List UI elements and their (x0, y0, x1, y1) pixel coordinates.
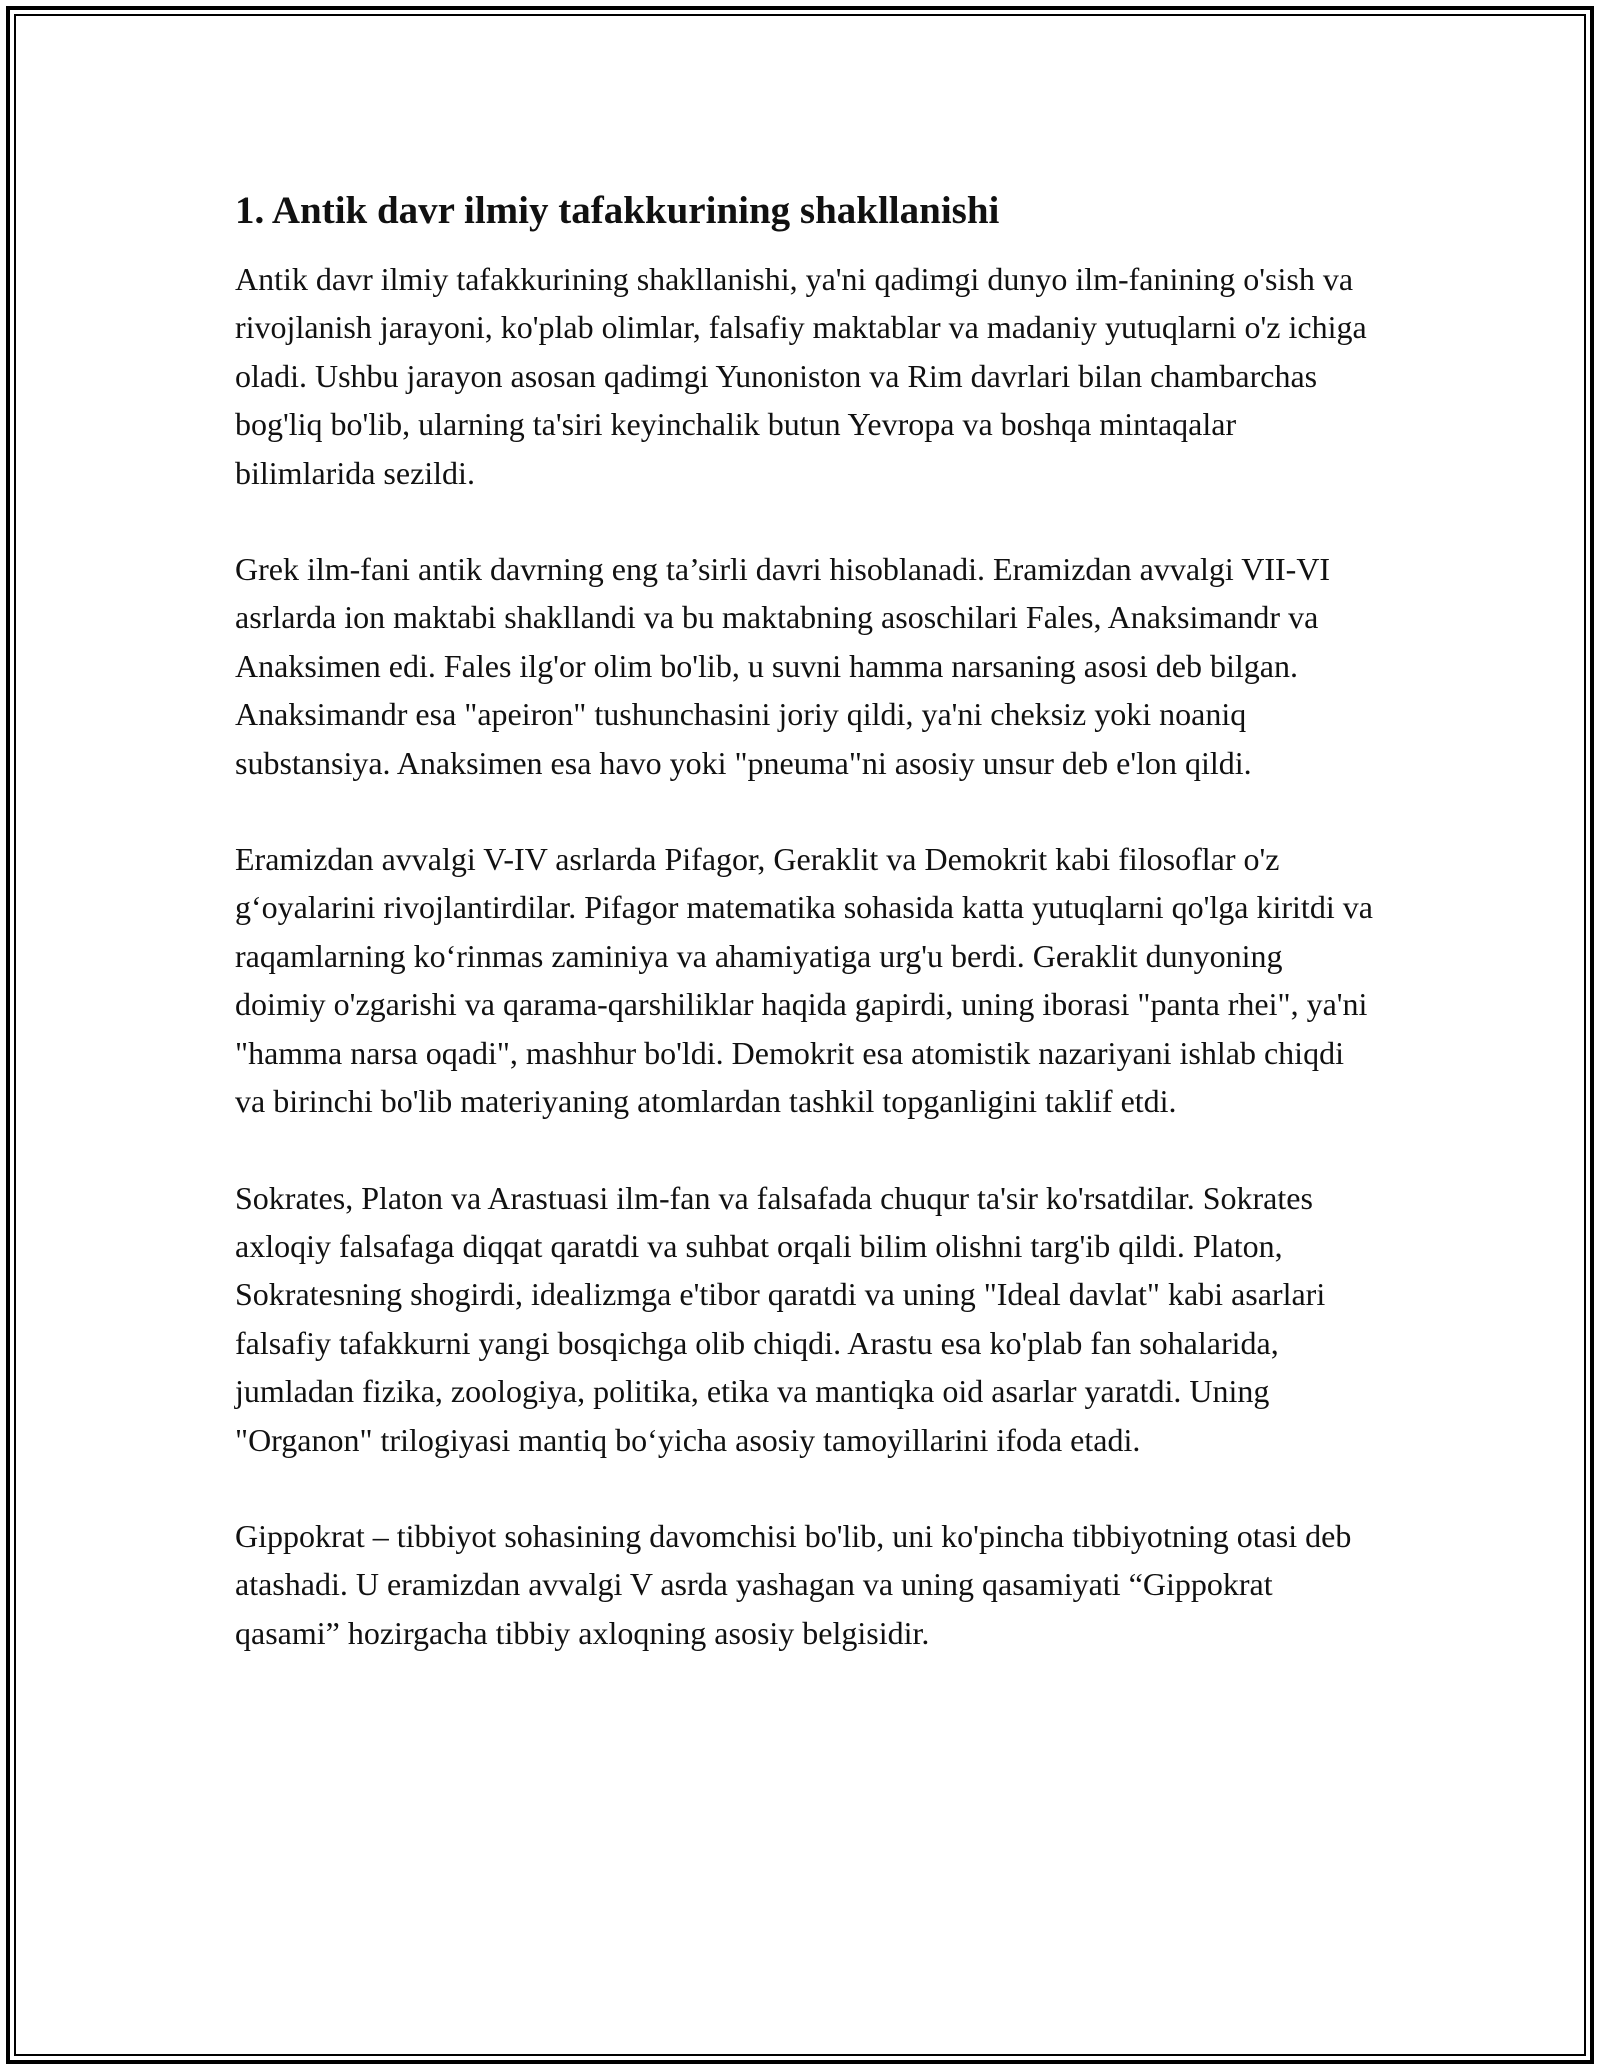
paragraph-hippocrates: Gippokrat – tibbiyot sohasining davomchisi bo'lib, uni ko'pincha tibbiyotning otasi deb atashadi. U eramizdan avvalgi V asrda yashagan va uning qasamiyati “Gippokrat qasami” hozirgacha tibbiy axloqning asosiy belgisidir. (235, 1517, 1352, 1651)
paragraph-socrates-plato-aristotle: Sokrates, Platon va Arastuasi ilm-fan va falsafada chuqur ta'sir ko'rsatdilar. Sokrates axloqiy falsafaga diqqat qaratdi va suhbat orqali bilim olishni targ'ib qildi. Platon, Sokratesning shogirdi, idealizmga e'tibor qaratdi va uning "Ideal davlat" kabi asarlari falsafiy tafakkurni yangi bosqichga olib chiqdi. Arastu esa ko'plab fan sohalarida, jumladan fizika, zoologiya, politika, etika va mantiqka oid asarlar yaratdi. Uning "Organon" trilogiyasi mantiq bo‘yicha asosiy tamoyillarini ifoda etadi. (235, 1179, 1326, 1458)
section-heading: 1. Antik davr ilmiy tafakkurining shakllanishi (235, 189, 1000, 232)
paragraph-ionian-school: Grek ilm-fani antik davrning eng ta’sirli davri hisoblanadi. Eramizdan avvalgi VII-VI asrlarda ion maktabi shakllandi va bu maktabning asoschilari Fales, Anaksimandr va Anaksimen edi. Fales ilg'or olim bo'lib, u suvni hamma narsaning asosi deb bilgan. Anaksimandr esa "apeiron" tushunchasini joriy qildi, ya'ni cheksiz yoki noaniq substansiya. Anaksimen esa havo yoki "pneuma"ni asosiy unsur deb e'lon qildi. (235, 551, 1331, 781)
paragraph-intro: Antik davr ilmiy tafakkurining shakllanishi, ya'ni qadimgi dunyo ilm-fanining o'sish va rivojlanish jarayoni, ko'plab olimlar, falsafiy maktablar va madaniy yutuqlarni o'z ichiga oladi. Ushbu jarayon asosan qadimgi Yunoniston va Rim davrlari bilan chambarchas bog'liq bo'lib, ularning ta'siri keyinchalik butun Yevropa va boshqa mintaqalar bilimlarida sezildi. (235, 261, 1367, 491)
document-body (235, 185, 1375, 1705)
paragraph-pythagoras-heraclitus-democritus: Eramizdan avvalgi V-IV asrlarda Pifagor, Geraklit va Demokrit kabi filosoflar o'z g‘oyalarini rivojlantirdilar. Pifagor matematika sohasida katta yutuqlarni qo'lga kiritdi va raqamlarning ko‘rinmas zaminiya va ahamiyatiga urg'u berdi. Geraklit dunyoning doimiy o'zgarishi va qarama-qarshiliklar haqida gapirdi, uning iborasi "panta rhei", ya'ni "hamma narsa oqadi", mashhur bo'ldi. Demokrit esa atomistik nazariyani ishlab chiqdi va birinchi bo'lib materiyaning atomlardan tashkil topganligini taklif etdi. (235, 841, 1373, 1120)
